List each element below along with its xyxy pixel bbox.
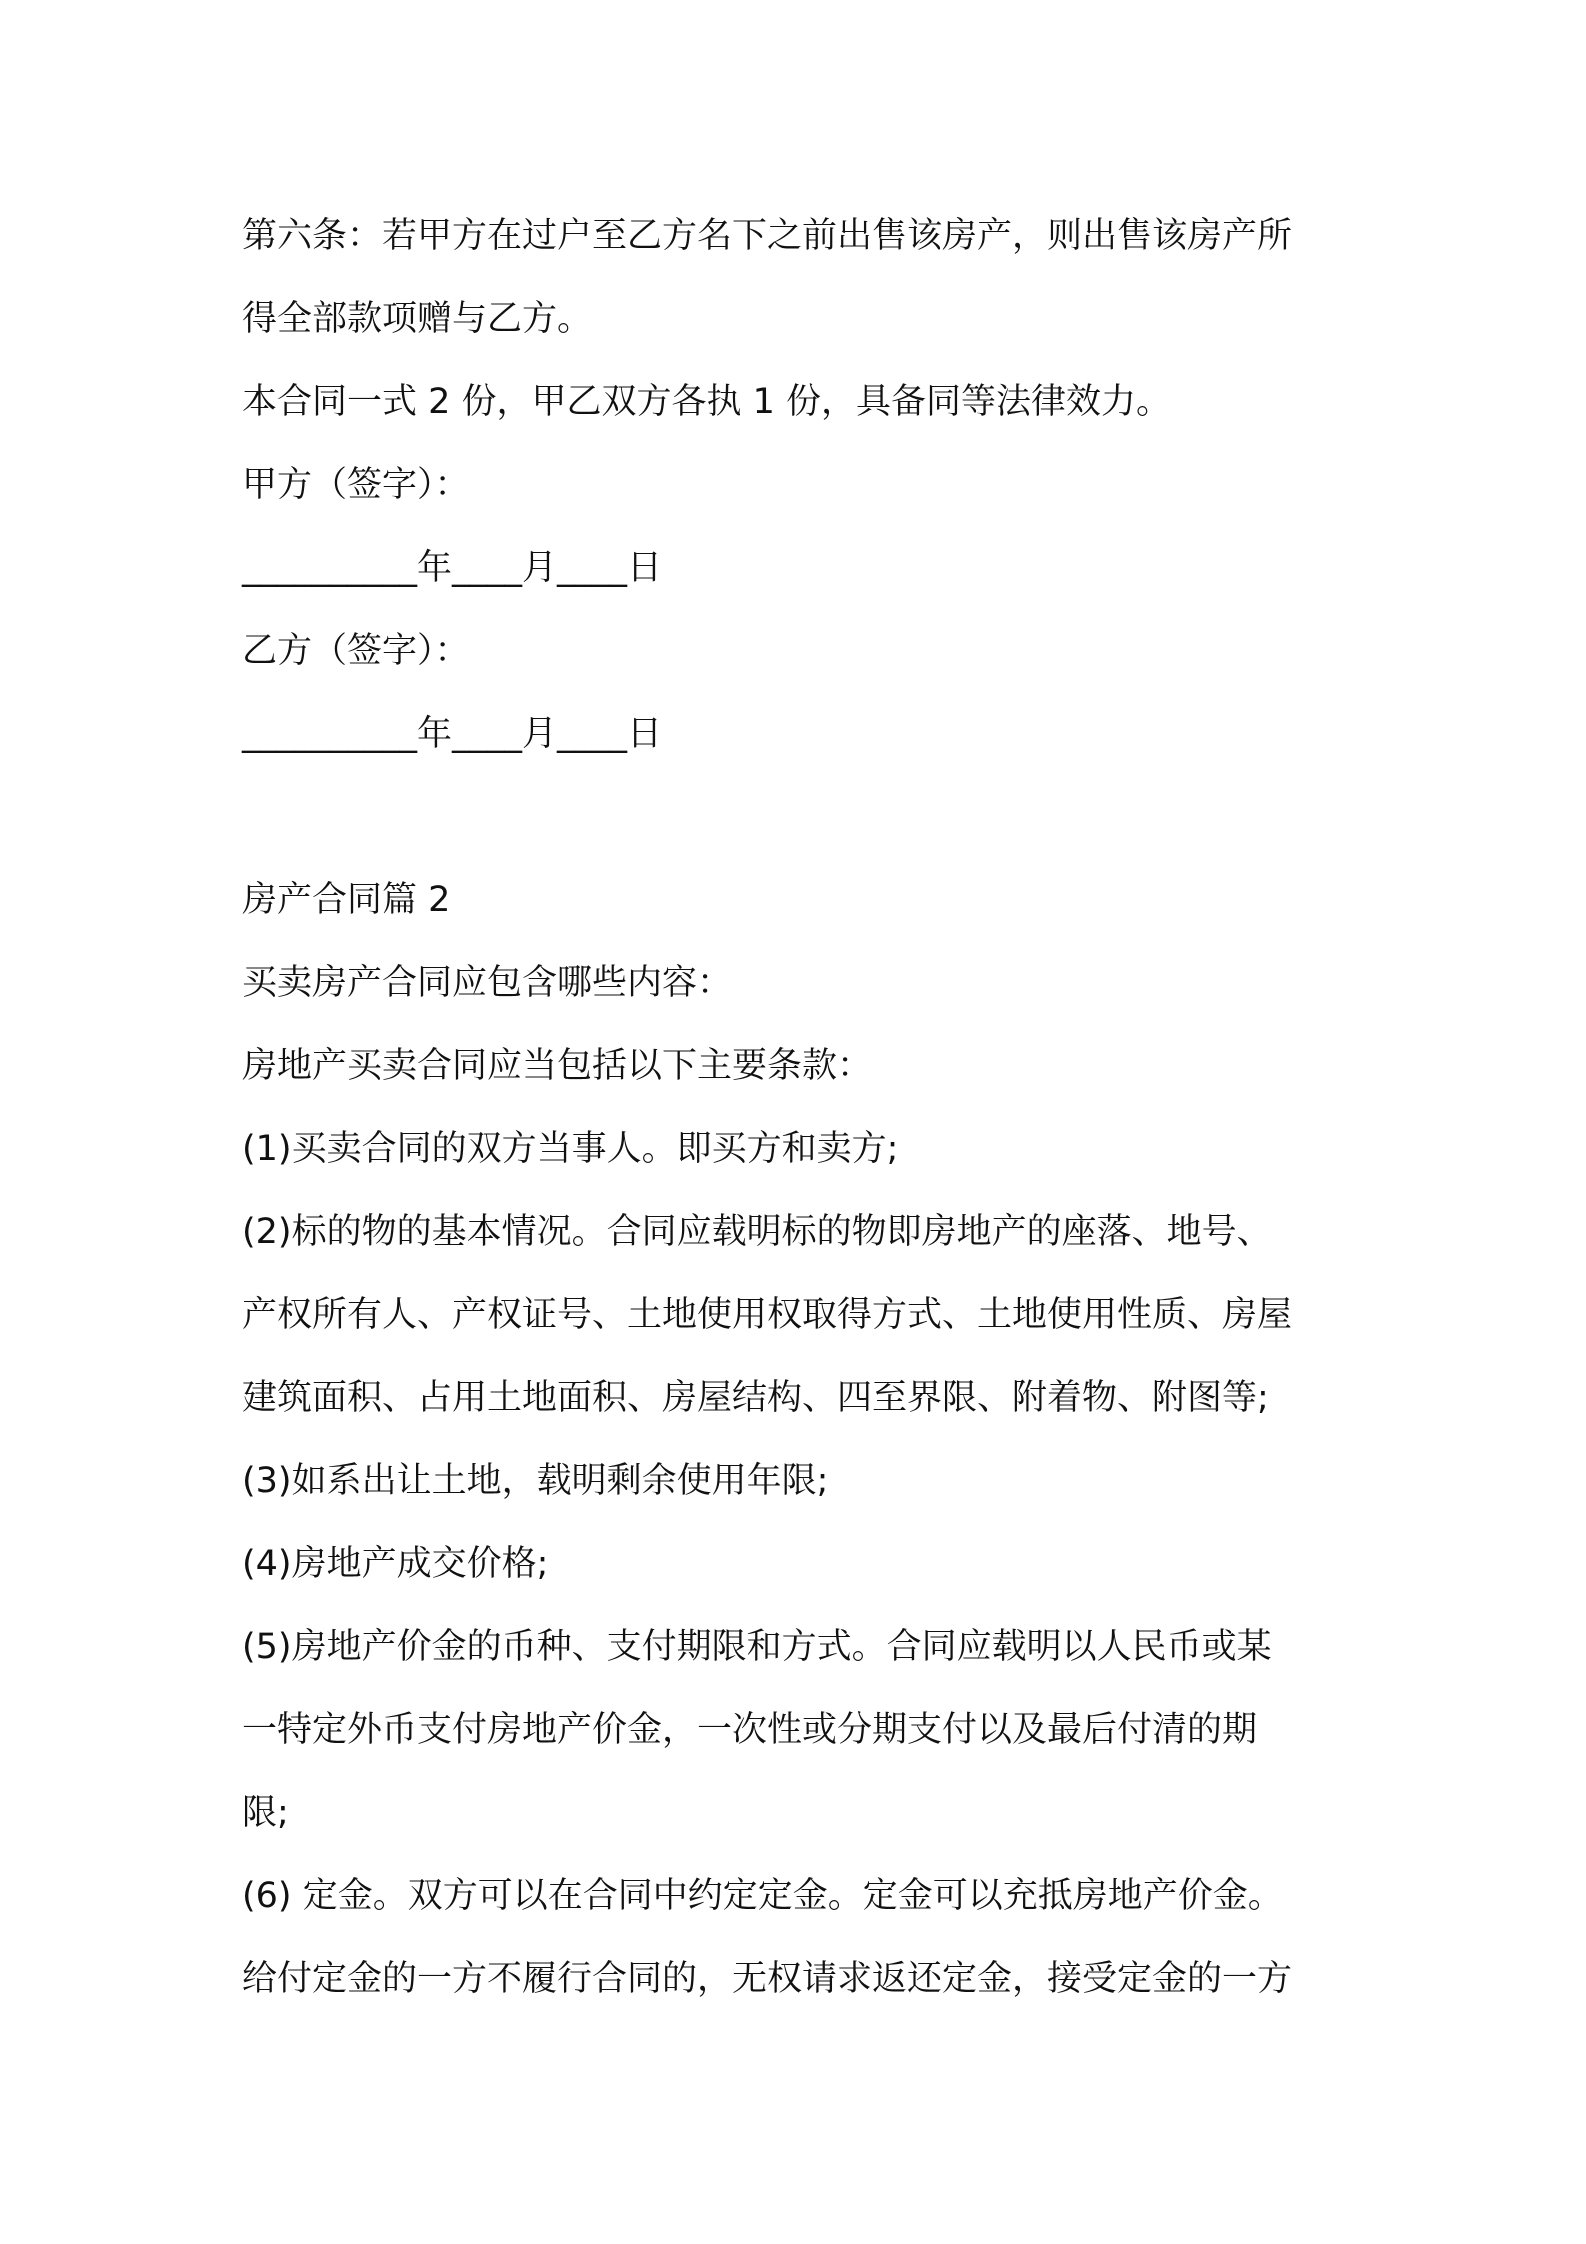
body-line: 建筑面积、占用土地面积、房屋结构、四至界限、附着物、附图等;	[242, 1378, 1269, 1418]
body-line: (3)如系出让土地，载明剩余使用年限;	[242, 1461, 829, 1501]
document-body	[242, 195, 1362, 2021]
section-title: 房产合同篇 2	[242, 880, 451, 920]
party-a-signature-label: 甲方（签字）：	[242, 465, 470, 505]
body-line: (1)买卖合同的双方当事人。即买方和卖方;	[242, 1129, 899, 1169]
party-a-date-line: __________年____月____日	[242, 548, 663, 588]
body-line: 房地产买卖合同应当包括以下主要条款：	[242, 1046, 873, 1086]
party-b-date-line: __________年____月____日	[242, 714, 663, 754]
clause-six-line-2: 得全部款项赠与乙方。	[242, 299, 593, 339]
body-line: (2)标的物的基本情况。合同应载明标的物即房地产的座落、地号、	[242, 1212, 1272, 1252]
body-line: (4)房地产成交价格;	[242, 1544, 549, 1584]
body-line: 产权所有人、产权证号、土地使用权取得方式、土地使用性质、房屋	[242, 1295, 1293, 1335]
body-line: 限;	[242, 1793, 289, 1833]
body-line: (5)房地产价金的币种、支付期限和方式。合同应载明以人民币或某	[242, 1627, 1272, 1667]
copies-statement: 本合同一式 2 份，甲乙双方各执 1 份，具备同等法律效力。	[242, 382, 1172, 422]
clause-six-line-1: 第六条：若甲方在过户至乙方名下之前出售该房产，则出售该房产所	[242, 216, 1293, 256]
body-line: 买卖房产合同应包含哪些内容：	[242, 963, 733, 1003]
section-gap	[242, 776, 1362, 859]
body-line: 一特定外币支付房地产价金，一次性或分期支付以及最后付清的期	[242, 1710, 1258, 1750]
party-b-signature-label: 乙方（签字）：	[242, 631, 470, 671]
body-line: 给付定金的一方不履行合同的，无权请求返还定金，接受定金的一方	[242, 1959, 1293, 1999]
body-line: (6) 定金。双方可以在合同中约定定金。定金可以充抵房地产价金。	[242, 1876, 1283, 1916]
